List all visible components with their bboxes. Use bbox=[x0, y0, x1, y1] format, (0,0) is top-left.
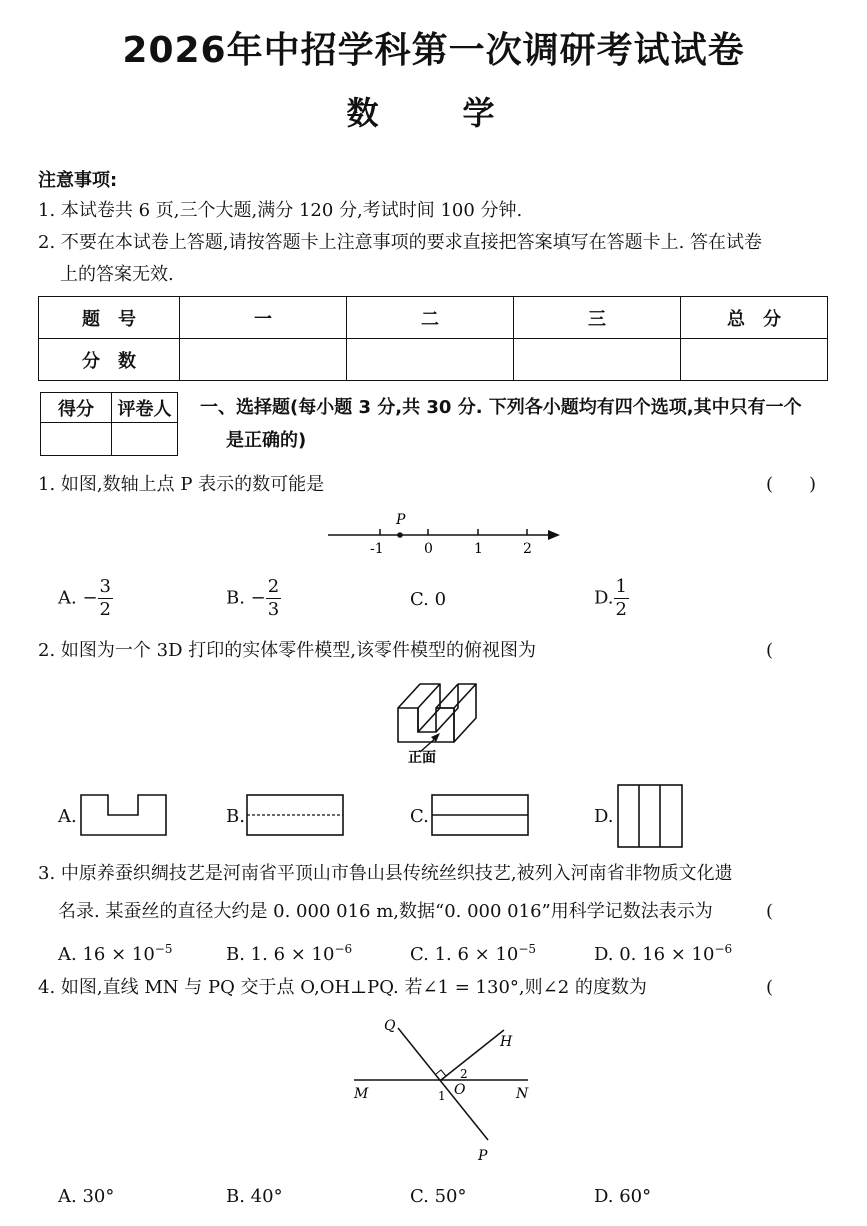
section-1-heading: 一、选择题(每小题 3 分,共 30 分. 下列各小题均有四个选项,其中只有一个 bbox=[200, 397, 802, 418]
fraction bbox=[266, 576, 281, 621]
section-1-heading-cont: 是正确的) bbox=[226, 430, 307, 451]
right-angle-mark bbox=[436, 1070, 446, 1076]
question-1-paren: ( ) bbox=[766, 474, 817, 495]
question-1-stem: 1. 如图,数轴上点 P 表示的数可能是 bbox=[38, 474, 325, 495]
notice-item-1: 1. 本试卷共 6 页,三个大题,满分 120 分,考试时间 100 分钟. bbox=[38, 200, 523, 221]
number-line-arrow bbox=[548, 530, 560, 540]
q3-option-d[interactable] bbox=[594, 936, 732, 968]
score-cell bbox=[347, 339, 514, 381]
tick-label: -1 bbox=[370, 541, 384, 557]
question-2-paren: ( bbox=[766, 640, 774, 661]
label-h: H bbox=[500, 1034, 513, 1050]
question-4-paren: ( bbox=[766, 977, 774, 998]
option-text: A. 16 × 10 bbox=[58, 944, 155, 965]
q2-option-b[interactable] bbox=[226, 804, 245, 830]
fraction bbox=[614, 576, 629, 621]
numerator: 2 bbox=[267, 576, 280, 597]
label-p: P bbox=[478, 1148, 488, 1164]
q1-option-c[interactable]: C. 0 bbox=[410, 589, 447, 610]
ray-oh bbox=[441, 1030, 504, 1080]
q2-option-d-figure bbox=[617, 784, 685, 850]
tick-label: 2 bbox=[523, 541, 532, 557]
score-table bbox=[38, 296, 828, 381]
notice-heading: 注意事项: bbox=[38, 170, 118, 191]
q3-option-a[interactable] bbox=[58, 936, 172, 968]
notice-item-2: 2. 不要在本试卷上答题,请按答题卡上注意事项的要求直接把答案填写在答题卡上. 答在试卷 bbox=[38, 232, 763, 253]
score-table-header: 二 bbox=[347, 297, 514, 339]
exponent: −5 bbox=[518, 942, 537, 956]
q2-option-d[interactable] bbox=[594, 804, 614, 830]
q3-option-b[interactable] bbox=[226, 936, 352, 968]
angle-2-label: 2 bbox=[460, 1067, 468, 1081]
score-cell bbox=[681, 339, 828, 381]
label-n: N bbox=[516, 1086, 529, 1102]
front-label: 正面 bbox=[408, 750, 436, 766]
option-label: A. − bbox=[58, 587, 98, 609]
tick-label: 0 bbox=[424, 541, 433, 557]
model-right-top bbox=[436, 684, 476, 708]
exponent: −6 bbox=[334, 942, 353, 956]
q4-option-c[interactable]: C. 50° bbox=[410, 1186, 467, 1207]
model-front-face bbox=[398, 708, 454, 742]
q1-option-d[interactable] bbox=[594, 576, 629, 621]
q4-option-a[interactable]: A. 30° bbox=[58, 1186, 115, 1207]
intersecting-lines-figure bbox=[340, 1008, 550, 1168]
fraction bbox=[98, 576, 113, 621]
q4-option-b[interactable]: B. 40° bbox=[226, 1186, 283, 1207]
numerator: 3 bbox=[99, 576, 111, 597]
label-m: M bbox=[354, 1086, 369, 1102]
notice-item-2-cont: 上的答案无效. bbox=[60, 264, 174, 285]
q1-option-b[interactable] bbox=[226, 576, 281, 621]
point-p bbox=[397, 532, 403, 538]
grader-cell bbox=[41, 423, 112, 456]
subject-title: 数 学 bbox=[346, 94, 521, 132]
q2-option-a-figure bbox=[80, 793, 168, 837]
label-q: Q bbox=[384, 1018, 396, 1034]
question-3-stem-cont: 名录. 某蚕丝的直径大约是 0. 000 016 m,数据“0. 000 016”用科学记数法表示为 bbox=[58, 901, 713, 922]
exponent: −6 bbox=[714, 942, 733, 956]
score-table-header: 总 分 bbox=[681, 297, 828, 339]
grader-name-label: 评卷人 bbox=[112, 393, 178, 423]
score-table-header: 一 bbox=[180, 297, 347, 339]
q2-option-c[interactable] bbox=[410, 804, 429, 830]
tick-label: 1 bbox=[474, 541, 483, 557]
score-table-header: 三 bbox=[514, 297, 681, 339]
option-label: A. bbox=[58, 806, 77, 827]
q3-option-c[interactable] bbox=[410, 936, 536, 968]
denominator: 2 bbox=[99, 599, 111, 620]
score-cell bbox=[180, 339, 347, 381]
q4-option-d[interactable]: D. 60° bbox=[594, 1186, 652, 1207]
score-cell bbox=[514, 339, 681, 381]
number-line-figure bbox=[320, 505, 570, 560]
exam-title: 2026年中招学科第一次调研考试试卷 bbox=[122, 30, 745, 71]
q2-option-b-figure bbox=[246, 793, 344, 837]
q2-option-a[interactable] bbox=[58, 804, 77, 830]
question-3-stem: 3. 中原养蚕织绸技艺是河南省平顶山市鲁山县传统丝织技艺,被列入河南省非物质文化遗 bbox=[38, 863, 733, 884]
option-label: B. − bbox=[226, 587, 266, 609]
q1-option-a[interactable] bbox=[58, 576, 113, 621]
denominator: 2 bbox=[615, 599, 627, 620]
option-label: D. bbox=[594, 806, 614, 827]
denominator: 3 bbox=[267, 599, 280, 620]
grader-box bbox=[40, 392, 178, 456]
option-text: C. 1. 6 × 10 bbox=[410, 944, 519, 965]
option-label: C. bbox=[410, 806, 429, 827]
line-pq bbox=[398, 1028, 488, 1140]
option-text: B. 1. 6 × 10 bbox=[226, 944, 335, 965]
question-4-stem: 4. 如图,直线 MN 与 PQ 交于点 O,OH⊥PQ. 若∠1 = 130°,则∠2 的度数为 bbox=[38, 977, 647, 998]
question-2-stem: 2. 如图为一个 3D 打印的实体零件模型,该零件模型的俯视图为 bbox=[38, 640, 536, 661]
model-left-top bbox=[398, 684, 440, 708]
numerator: 1 bbox=[615, 576, 627, 597]
grader-score-label: 得分 bbox=[41, 393, 112, 423]
exponent: −5 bbox=[154, 942, 173, 956]
option-label: D. bbox=[594, 587, 614, 609]
score-table-row-label: 分 数 bbox=[39, 339, 180, 381]
label-o: O bbox=[454, 1082, 466, 1098]
score-table-header: 题 号 bbox=[39, 297, 180, 339]
option-text: D. 0. 16 × 10 bbox=[594, 944, 715, 965]
angle-1-label: 1 bbox=[438, 1089, 446, 1103]
grader-cell bbox=[112, 423, 178, 456]
q2-option-c-figure bbox=[431, 793, 529, 837]
part-model-figure bbox=[390, 670, 500, 770]
option-label: B. bbox=[226, 806, 245, 827]
point-p-label: P bbox=[396, 512, 406, 528]
question-3-paren: ( bbox=[766, 901, 774, 922]
